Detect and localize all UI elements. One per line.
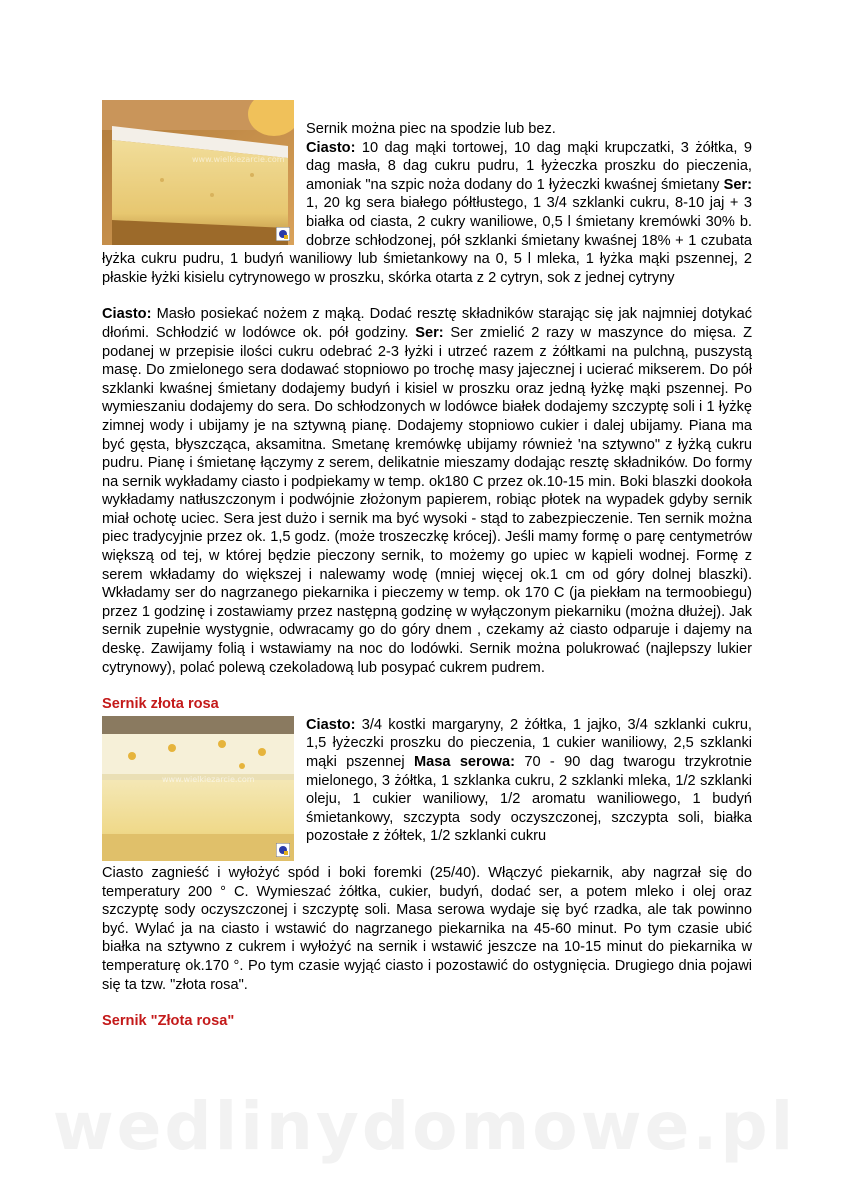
r2-masa-text: 70 - 90 dag twarogu trzykrotnie mielonego, 3 żółtka, 1 szklanka cukru, 2 szklanki mleka, 1/2 szklanki oleju, 1 cukier waniliowy, 1/2 aromatu waniliowego, 1 budyń śmietankowy, szczypta sody oczyszczonej, szczypta soli, białka pozostałe z żółtek, 1/2 szklanki cukru xyxy=(306,754,753,845)
method-ciasto-text: Masło posiekać nożem z mąką. Dodać resztę składników starając się jak najmniej dotykać dłońmi. Schłodzić w lodówce ok. pół godziny. xyxy=(102,306,752,341)
photo2-watermark: www.wielkiezarcie.com xyxy=(162,774,255,784)
cheesecake-photo-2 xyxy=(102,716,294,861)
recipe-content xyxy=(102,100,752,1031)
r2-masa-label: Masa serowa: xyxy=(413,754,515,770)
corner-badge-icon xyxy=(276,227,290,241)
recipe2-method: Ciasto zagnieść i wyłożyć spód i boki foremki (25/40). Włączyć piekarnik, aby nagrzał się do temperatury 200 ° C. Wymieszać żółtka, cukier, budyń, dodać ser, a potem mleko i olej oraz szczyptę sody oczyszczonej i szczyptę soli. Masa serowa wydaje się być rzadka, ale tak powinno być. Wylać ja na ciasto i wstawić do nagrzanego piekarnika na 45-60 minut. Po tym czasie ubić białka na sztywno z cukrem i wyłożyć na sernik i wstawić jeszcze na 10-15 minut do piekarnika w temperaturę ok.170 °. Po tym czasie wyjąć ciasto i pozostawić do ostygnięcia. Drugiego dnia pojawi się ta tzw. "złota rosa". xyxy=(102,864,752,993)
ciasto-ingredients: 10 dag mąki tortowej, 10 dag mąki krupczatki, 3 żółtka, 9 dag masła, 8 dag cukru pudru, 1 łyżeczka proszku do pieczenia, amoniak "na szpic noża dodany do 1 łyżeczki kwaśnej śmietany xyxy=(306,139,752,193)
photo-watermark: www.wielkiezarcie.com xyxy=(192,155,285,164)
intro-text: Sernik można piec na spodzie lub bez. xyxy=(306,121,556,137)
method-ser-label: Ser: xyxy=(415,324,444,341)
recipe3-title: Sernik "Złota rosa" xyxy=(102,1013,235,1030)
cheesecake-photo-1 xyxy=(102,100,294,245)
method-ser-text: Ser zmielić 2 razy w maszynce do mięsa. Z podanej w przepisie ilości cukru odebrać 2-3 łyżki i utrzeć razem z żółtkami na pulchną, puszystą masę. Do zmielonego sera dodawać stopniowo po trochę masy jajecznej i ucierać mikserem. Do pół szklanki kwaśnej śmietany dodajemy budyń i kisiel w proszku oraz jedną łyżkę mąki pszennej. Po wymieszaniu dodajemy do sera. Do schłodzonych w lodówce białek dodajemy szczyptę soli i 1 łyżkę zimnej wody i ubijamy je na sztywną pianę. Dodajemy stopniowo cukier i dalej ubijamy. Piana ma być gęsta, błyszcząca, aksamitna. Smetanę kremówkę ubijamy również 'na sztywno" z łyżką cukru pudru. Pianę i śmietanę łączymy z serem, delikatnie mieszamy dodając resztę składników. Do formy na sernik wykładamy ciasto i podpiekamy w temp. ok180 C przez ok.10-15 min. Boki blaszki dookoła wykładamy natłuszczonym i podwójnie złożonym papierem, robiąc płotek na wypadek gdyby sernik miał ochotę uciec. Sera jest dużo i sernik ma być wysoki - stąd to zabezpieczenie. Ten sernik można piec tradycyjnie przez ok. 1,5 godz. (może troszeczkę krócej). Jeśli mamy formę o parę centymetrów większą od tej, w której będzie pieczony sernik, to możemy go upiec w kąpieli wodnej. Formę z serem wkładamy do większej i nalewamy wodę (mniej więcej ok.1 cm od góry dolnej blaszki). Wkładamy ser do nagrzanego piekarnika i pieczemy w temp. ok 170 C (ja piekłam na termoobiegu) przez 1 godzinę i zostawiamy przez następną godzinę w wyłączonym piekarniku (można dłużej). Jak sernik zupełnie wystygnie, odwracamy go do góry dnem , czekamy aż ciasto odparuje i dajemy na deskę. Zawijamy folią i wstawiamy na noc do lodówki. Sernik można polukrować (najlepszy lukier cytrynowy), polać polewą czekoladową lub posypać cukrem pudrem. xyxy=(102,324,752,676)
r2-ciasto-label: Ciasto: xyxy=(306,716,356,733)
method-ciasto-label: Ciasto: xyxy=(102,306,152,323)
ciasto-label: Ciasto: xyxy=(306,139,356,156)
corner-badge-icon xyxy=(276,843,290,857)
site-watermark: wedlinydomowe.pl xyxy=(52,1088,797,1165)
recipe1-method xyxy=(102,305,752,677)
recipe2-title: Sernik złota rosa xyxy=(102,696,219,713)
r2-ciasto-text: 3/4 kostki margaryny, 2 żółtka, 1 jajko, 3/4 szklanki cukru, 1,5 łyżeczki proszku do pieczenia, 1 cukier waniliowy, 2,5 szklanki mąki pszennej xyxy=(306,716,752,770)
ser-ingredients: 1, 20 kg sera białego półtłustego, 1 3/4 szklanki cukru, 8-10 jaj + 3 białka od ciasta, 2 cukry waniliowe, 0,5 l śmietany kremówki 30% b. dobrze schłodzonej, pół szklanki śmietany kwaśnej 18% + 1 czubata łyżka cukru pudru, 1 budyń waniliowy lub śmietankowy na 0, 5 l mleka, 1 łyżka mąki pszennej, 2 płaskie łyżki kisielu cytrynowego w proszku, skórka otarta z 2 cytryn, sok z jednej cytryny xyxy=(102,195,752,286)
ser-label: Ser: xyxy=(723,176,752,193)
